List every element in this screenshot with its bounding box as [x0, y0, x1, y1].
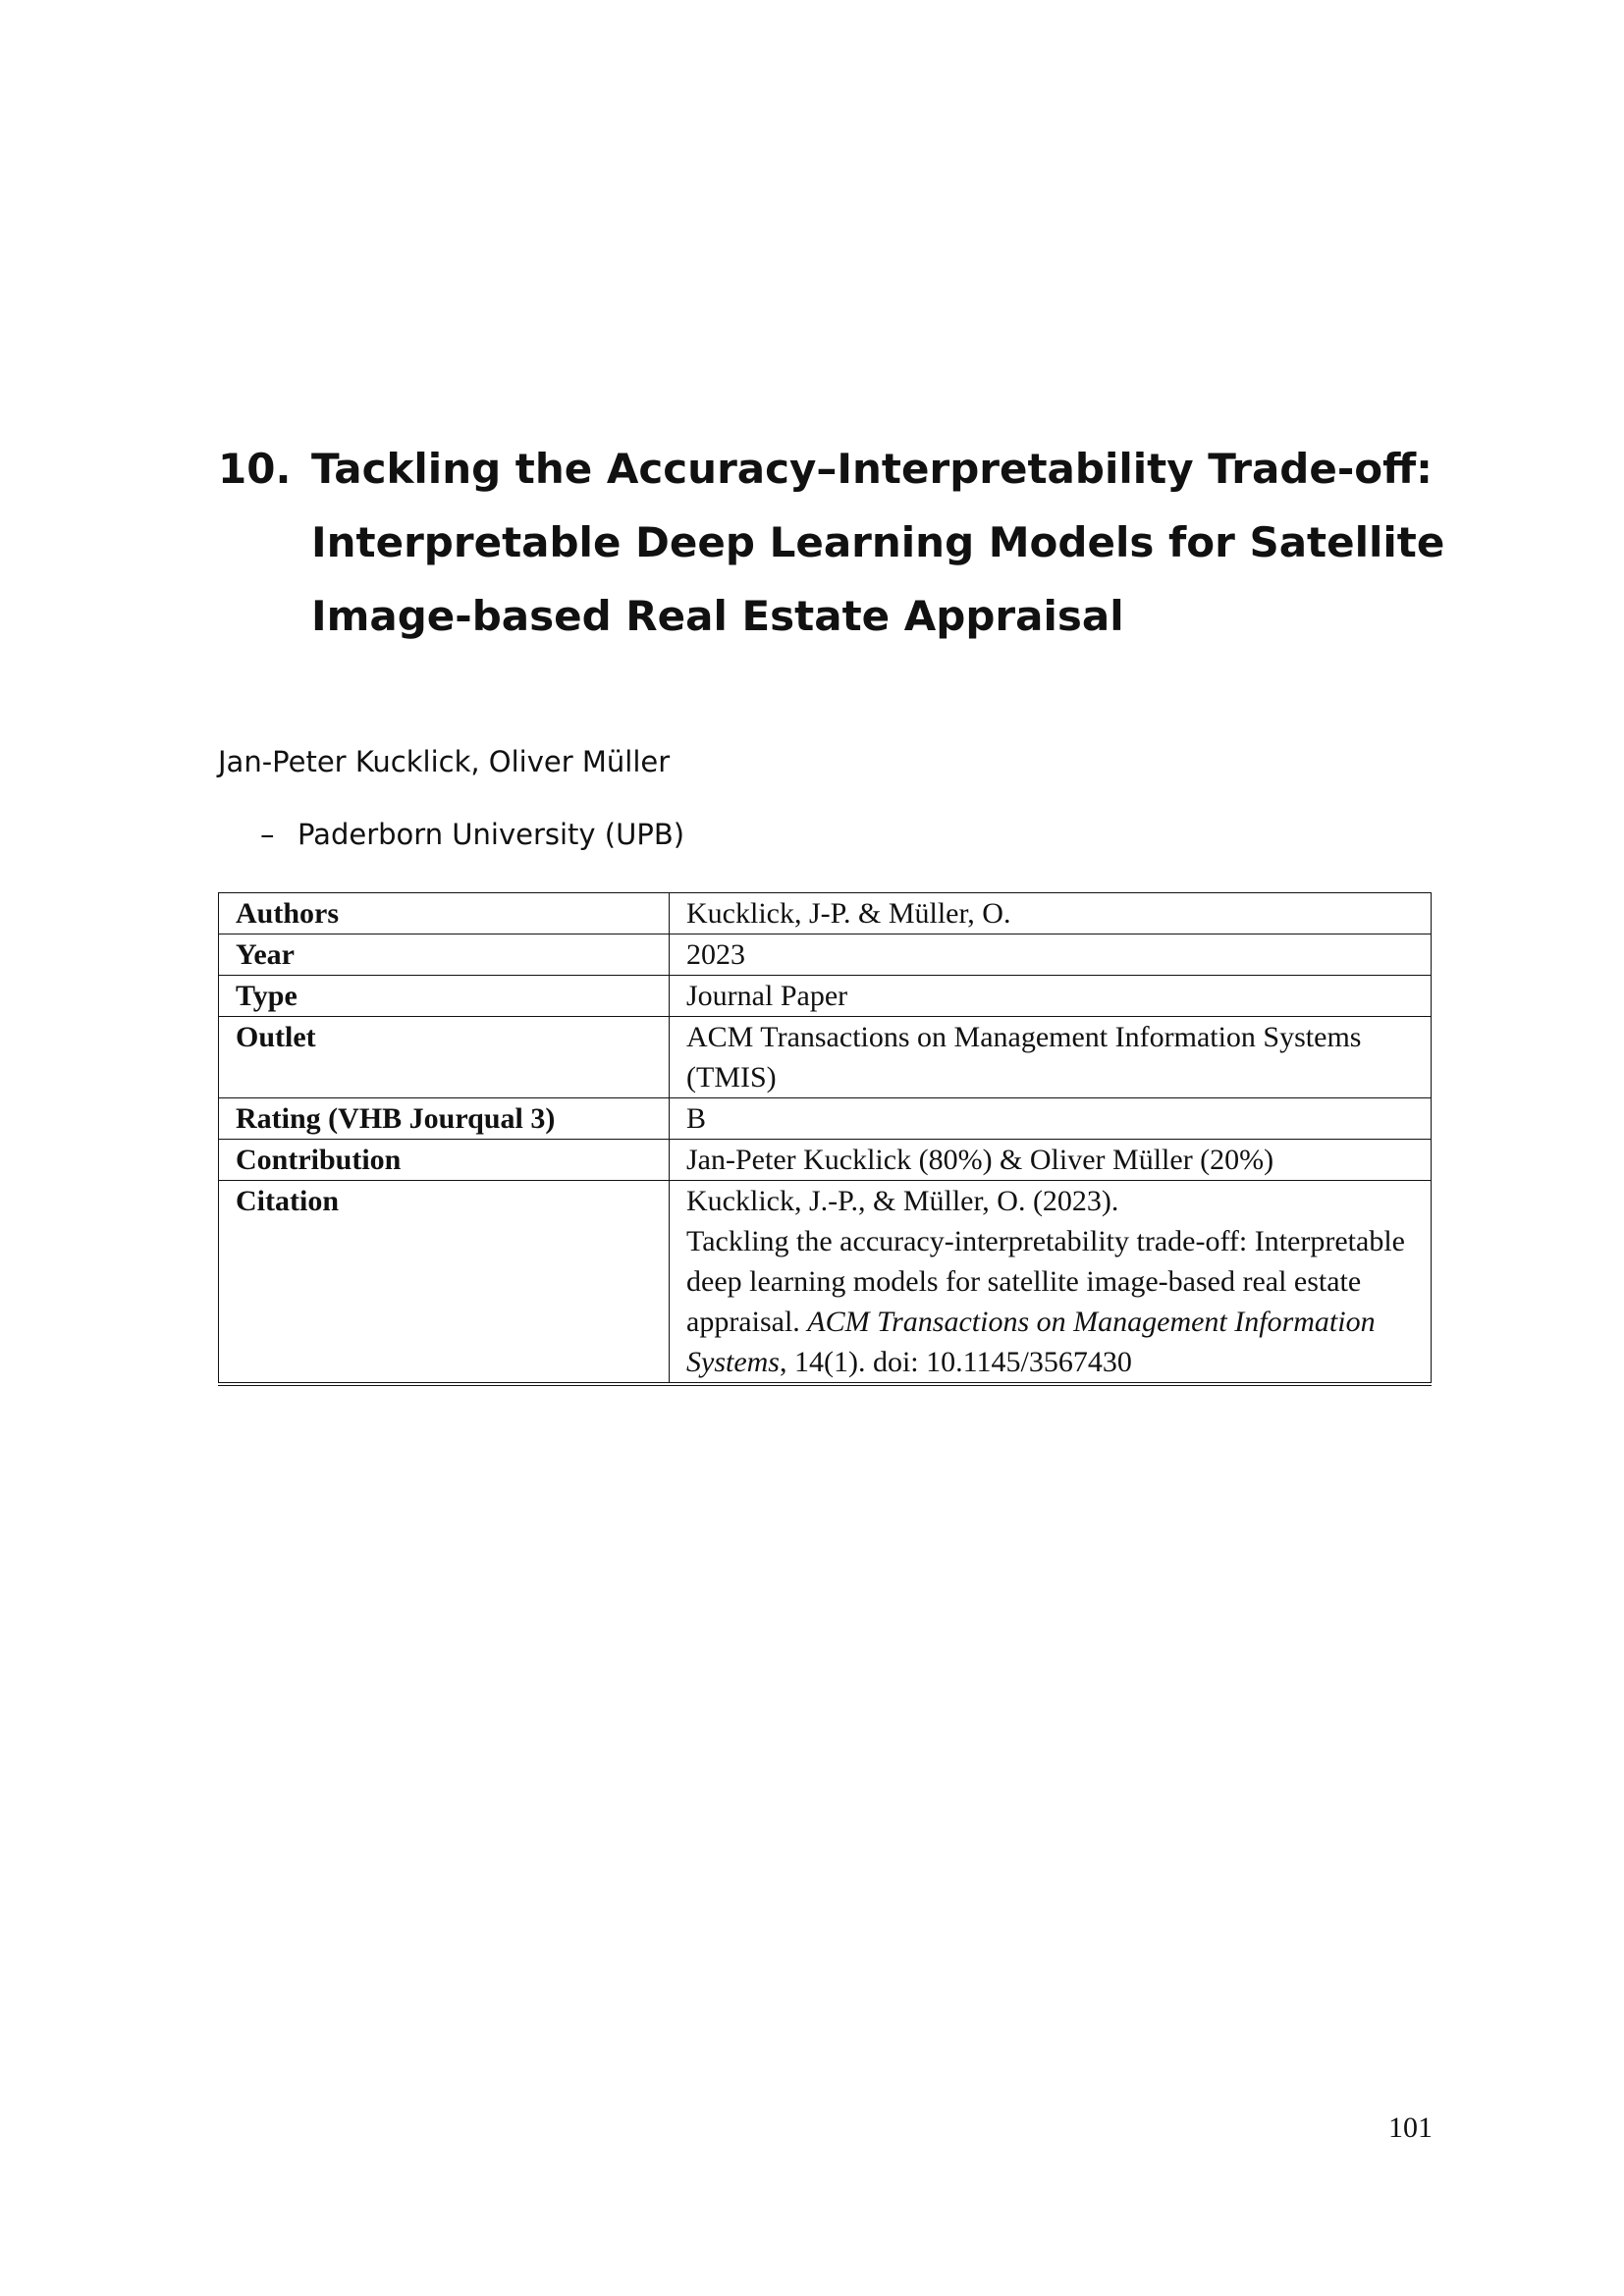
row-label: Authors [219, 893, 670, 934]
affiliation-name: Paderborn University (UPB) [298, 818, 685, 851]
row-label: Type [219, 976, 670, 1017]
list-dash: – [260, 818, 275, 851]
chapter-title: Tackling the Accuracy–Interpretability Trade-off: Interpretable Deep Learning Models for Satellite Image-based Real Estate Appraisal [311, 445, 1445, 640]
citation-journal: ACM Transactions on Management Information Systems [686, 1306, 1376, 1378]
page-number: 101 [1388, 2111, 1433, 2144]
authors-line: Jan-Peter Kucklick, Oliver Müller [218, 745, 671, 778]
table-row-contribution [219, 1140, 1432, 1181]
table-row-outlet [219, 1017, 1432, 1098]
citation-title: Tackling the accuracy-interpretability trade-off: Interpretable deep learning models for satellite image-based real estate appraisal. [686, 1225, 1405, 1338]
affiliation-line [260, 815, 684, 854]
table-row-authors [219, 893, 1432, 934]
row-value: 2023 [670, 934, 1432, 976]
row-value: B [670, 1098, 1432, 1140]
row-label: Contribution [219, 1140, 670, 1181]
row-label: Outlet [219, 1017, 670, 1098]
row-value: ACM Transactions on Management Information Systems (TMIS) [670, 1017, 1432, 1098]
chapter-number: 10. [218, 445, 292, 493]
table-row-year [219, 934, 1432, 976]
citation-volume-doi: 14(1). doi: 10.1145/3567430 [793, 1346, 1132, 1378]
publication-details-table [218, 892, 1432, 1386]
row-value: Jan-Peter Kucklick (80%) & Oliver Müller (20%) [670, 1140, 1432, 1181]
chapter-heading [218, 432, 1445, 653]
citation-value: Kucklick, J.-P., & Müller, O. (2023). Tackling the accuracy-interpretability trade-off: Interpretable deep learning models for satellite image-based real estate appraisal. ACM Transactions on Management Information Systems, 14(1). doi: 10.1145/3567430 [670, 1181, 1432, 1385]
row-label: Year [219, 934, 670, 976]
table-row-type [219, 976, 1432, 1017]
table-row-rating [219, 1098, 1432, 1140]
row-value: Journal Paper [670, 976, 1432, 1017]
citation-authors: Kucklick, J.-P., & Müller, O. (2023). [686, 1185, 1119, 1217]
row-value: Kucklick, J-P. & Müller, O. [670, 893, 1432, 934]
row-label: Citation [219, 1181, 670, 1385]
table-row-citation [219, 1181, 1432, 1385]
row-label: Rating (VHB Jourqual 3) [219, 1098, 670, 1140]
